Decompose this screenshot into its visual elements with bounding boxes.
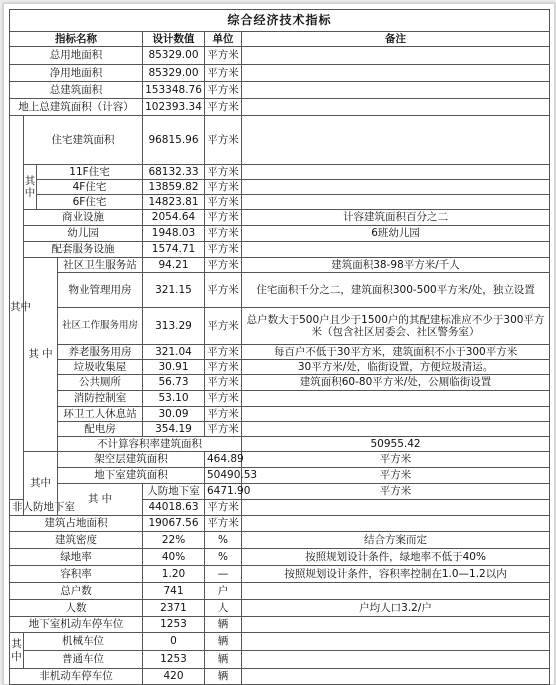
row-unit: 平方米 <box>205 391 242 407</box>
title-row <box>10 10 550 32</box>
table-title: 综合经济技术指标 <box>10 10 550 32</box>
row-note: 住宅面积千分之二，建筑面积300-500平方米/处，独立设置 <box>242 273 550 308</box>
row-unit: 平方米 <box>242 452 550 468</box>
row-value: 44018.63 <box>143 500 205 516</box>
row-unit: 辆 <box>205 617 242 633</box>
row-name: 环卫工人休息站 <box>58 407 143 422</box>
row-note: 每百户不低于30平方米，建筑面积不小于300平方米 <box>242 345 550 360</box>
row-value: 22% <box>143 532 205 549</box>
row-value: 0 <box>143 633 205 651</box>
row-note <box>242 617 550 633</box>
row-note <box>242 65 550 82</box>
row-value: 14823.81 <box>143 195 205 210</box>
table-row <box>10 532 550 549</box>
table-row <box>10 407 550 422</box>
row-name: 11F住宅 <box>37 165 143 180</box>
header-row <box>10 32 550 47</box>
row-name: 总户数 <box>10 583 143 600</box>
row-note <box>242 500 550 516</box>
row-unit: 平方米 <box>205 165 242 180</box>
row-unit: 平方米 <box>205 360 242 375</box>
row-unit: 平方米 <box>205 242 242 258</box>
table-row <box>10 258 550 273</box>
row-value: 53.10 <box>143 391 205 407</box>
subgroup-label: 其 中 <box>58 484 143 516</box>
row-value: 2371 <box>143 600 205 617</box>
group-label: 其中 <box>10 116 24 500</box>
table-row <box>10 273 550 308</box>
row-note: 按照规划设计条件，容积率控制在1.0—1.2以内 <box>242 566 550 583</box>
row-name: 容积率 <box>10 566 143 583</box>
header-note: 备注 <box>242 32 550 47</box>
row-note <box>242 195 550 210</box>
table-row <box>10 47 550 65</box>
row-unit: % <box>205 532 242 549</box>
row-note <box>242 242 550 258</box>
row-unit: 平方米 <box>205 258 242 273</box>
group-label: 其 中 <box>10 633 24 669</box>
row-unit: 平方米 <box>205 82 242 99</box>
row-value: 85329.00 <box>143 65 205 82</box>
table-row <box>10 391 550 407</box>
table-row <box>10 566 550 583</box>
row-name: 机械车位 <box>24 633 143 651</box>
row-unit: 户 <box>205 583 242 600</box>
table-row <box>10 617 550 633</box>
row-unit: 平方米 <box>205 516 242 532</box>
table-row <box>10 82 550 99</box>
row-unit: 平方米 <box>205 273 242 308</box>
row-unit: % <box>205 549 242 566</box>
row-value: 94.21 <box>143 258 205 273</box>
row-unit: 平方米 <box>205 407 242 422</box>
row-name: 养老服务用房 <box>58 345 143 360</box>
table-row <box>10 99 550 116</box>
table-row <box>10 360 550 375</box>
row-note <box>242 47 550 65</box>
row-value: 50490.53 <box>205 468 242 484</box>
row-unit: 平方米 <box>205 375 242 391</box>
table-row <box>10 180 550 195</box>
row-note <box>242 422 550 437</box>
row-value: 153348.76 <box>143 82 205 99</box>
table-row <box>10 549 550 566</box>
row-name: 绿地率 <box>10 549 143 566</box>
row-note <box>242 116 550 165</box>
table-row <box>10 195 550 210</box>
row-note: 结合方案而定 <box>242 532 550 549</box>
row-note: 按照规划设计条件，绿地率不低于40% <box>242 549 550 566</box>
row-name: 社区工作服务用房 <box>58 308 143 345</box>
table-row <box>10 651 550 669</box>
row-name: 建筑密度 <box>10 532 143 549</box>
row-note <box>242 391 550 407</box>
table-row <box>10 452 550 468</box>
row-value: 2054.64 <box>143 210 205 226</box>
row-note <box>242 99 550 116</box>
row-value: 50955.42 <box>242 437 550 452</box>
row-name: 总建筑面积 <box>10 82 143 99</box>
row-name: 地下室机动车停车位 <box>10 617 143 633</box>
row-name: 配套服务设施 <box>24 242 143 258</box>
row-unit: 平方米 <box>205 116 242 165</box>
row-name: 普通车位 <box>24 651 143 669</box>
row-unit: 辆 <box>205 633 242 651</box>
row-name: 架空层建筑面积 <box>58 452 205 468</box>
row-unit: 辆 <box>205 669 242 685</box>
header-unit: 单位 <box>205 32 242 47</box>
row-note: 户均人口3.2/户 <box>242 600 550 617</box>
table-row <box>10 633 550 651</box>
row-unit: — <box>205 566 242 583</box>
table-row <box>10 210 550 226</box>
subgroup-label: 其 中 <box>24 165 37 210</box>
row-value: 1253 <box>143 617 205 633</box>
row-unit: 平方米 <box>205 180 242 195</box>
row-unit: 平方米 <box>205 99 242 116</box>
row-unit: 平方米 <box>242 468 550 484</box>
table-row <box>10 468 550 484</box>
row-name: 住宅建筑面积 <box>24 116 143 165</box>
group-label: 其中 <box>24 452 58 516</box>
row-value: 30.09 <box>143 407 205 422</box>
row-unit: 平方米 <box>205 210 242 226</box>
row-value: 102393.34 <box>143 99 205 116</box>
row-name: 地上总建筑面积（计容） <box>10 99 143 116</box>
row-name: 人防地下室 <box>143 484 205 500</box>
row-value: 68132.33 <box>143 165 205 180</box>
row-value: 1253 <box>143 651 205 669</box>
row-name: 总用地面积 <box>10 47 143 65</box>
row-unit: 平方米 <box>205 345 242 360</box>
row-name: 物业管理用房 <box>58 273 143 308</box>
row-value: 313.29 <box>143 308 205 345</box>
table-row <box>10 345 550 360</box>
table-row <box>10 669 550 685</box>
row-name: 净用地面积 <box>10 65 143 82</box>
row-value: 6471.90 <box>205 484 242 500</box>
table-row <box>10 165 550 180</box>
row-note <box>242 165 550 180</box>
row-unit: 平方米 <box>205 500 242 516</box>
table-row <box>10 437 550 452</box>
row-value: 1574.71 <box>143 242 205 258</box>
row-note <box>242 82 550 99</box>
row-value: 464.89 <box>205 452 242 468</box>
row-unit: 人 <box>205 600 242 617</box>
row-name: 非人防地下室 <box>10 500 24 516</box>
table-row <box>10 484 550 500</box>
row-note <box>242 583 550 600</box>
row-note <box>242 407 550 422</box>
row-value: 85329.00 <box>143 47 205 65</box>
row-name: 商业设施 <box>24 210 143 226</box>
row-value: 19067.56 <box>143 516 205 532</box>
row-value: 1948.03 <box>143 226 205 242</box>
table-row <box>10 375 550 391</box>
table-row <box>10 116 550 165</box>
subgroup-label: 其 中 <box>24 258 58 452</box>
row-name: 人数 <box>10 600 143 617</box>
row-value: 56.73 <box>143 375 205 391</box>
document-sheet <box>3 3 555 685</box>
row-name: 幼儿园 <box>24 226 143 242</box>
table-row <box>10 242 550 258</box>
row-value: 321.15 <box>143 273 205 308</box>
table-row <box>10 65 550 82</box>
row-value: 40% <box>143 549 205 566</box>
row-value: 96815.96 <box>143 116 205 165</box>
economic-indicators-table <box>9 9 550 685</box>
row-name: 地下室建筑面积 <box>58 468 205 484</box>
row-name: 4F住宅 <box>37 180 143 195</box>
row-name: 不计算容积率建筑面积 <box>58 437 242 452</box>
row-name: 建筑占地面积 <box>10 516 143 532</box>
row-value: 420 <box>143 669 205 685</box>
row-name: 配电房 <box>58 422 143 437</box>
row-unit: 平方米 <box>205 195 242 210</box>
table-row <box>10 308 550 345</box>
row-value: 741 <box>143 583 205 600</box>
row-unit: 平方米 <box>205 308 242 345</box>
row-unit: 平方米 <box>242 484 550 500</box>
row-unit: 平方米 <box>205 226 242 242</box>
row-name: 非机动车停车位 <box>10 669 143 685</box>
row-unit: 平方米 <box>205 47 242 65</box>
row-value: 13859.82 <box>143 180 205 195</box>
table-row <box>10 422 550 437</box>
table-row <box>10 600 550 617</box>
row-name: 消防控制室 <box>58 391 143 407</box>
row-note: 30平方米/处，临街设置，方便垃圾清运。 <box>242 360 550 375</box>
header-name: 指标名称 <box>10 32 143 47</box>
row-note: 建筑面积60-80平方米/处，公厕临街设置 <box>242 375 550 391</box>
row-note <box>242 633 550 651</box>
row-name: 社区卫生服务站 <box>58 258 143 273</box>
row-value: 1.20 <box>143 566 205 583</box>
row-unit: 平方米 <box>205 65 242 82</box>
table-row <box>10 226 550 242</box>
row-note <box>242 651 550 669</box>
row-value: 30.91 <box>143 360 205 375</box>
row-unit: 平方米 <box>205 422 242 437</box>
row-note: 计容建筑面积百分之二 <box>242 210 550 226</box>
row-name: 垃圾收集屋 <box>58 360 143 375</box>
row-note <box>242 516 550 532</box>
header-value: 设计数值 <box>143 32 205 47</box>
row-unit: 辆 <box>205 651 242 669</box>
table-row <box>10 583 550 600</box>
row-note <box>242 669 550 685</box>
table-row <box>10 516 550 532</box>
row-name: 公共厕所 <box>58 375 143 391</box>
row-value: 354.19 <box>143 422 205 437</box>
row-note: 6班幼儿园 <box>242 226 550 242</box>
row-note: 总户数大于500户且少于1500户的其配建标准应不少于300平方米（包含社区居委会、社区警务室） <box>242 308 550 345</box>
row-note: 建筑面积38-98平方米/千人 <box>242 258 550 273</box>
row-note <box>242 180 550 195</box>
row-value: 321.04 <box>143 345 205 360</box>
row-name: 6F住宅 <box>37 195 143 210</box>
